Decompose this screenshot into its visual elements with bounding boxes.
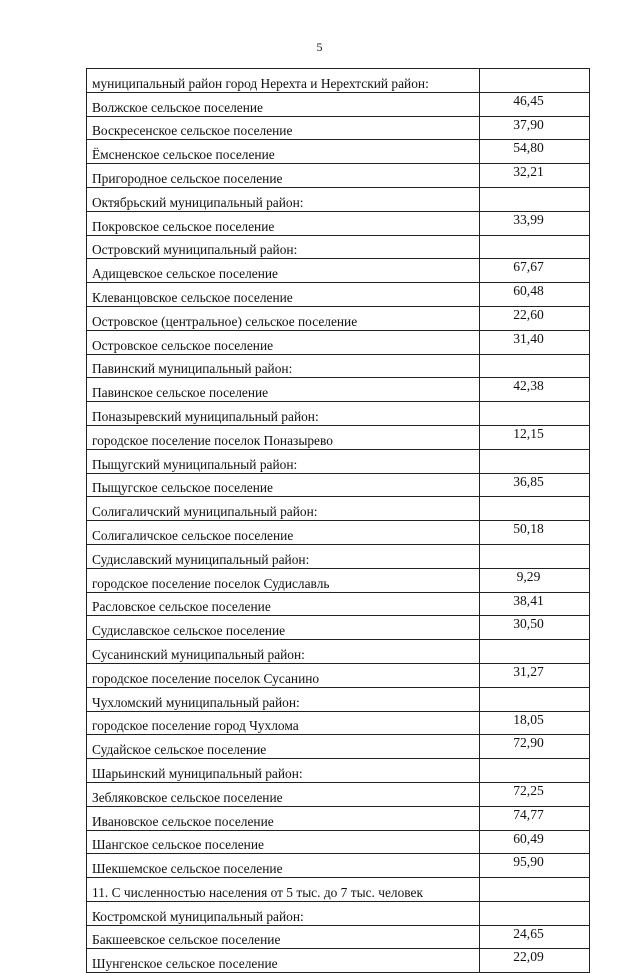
- settlement-table-body: [87, 69, 590, 973]
- table-row: [87, 473, 590, 497]
- value-cell: [480, 544, 590, 568]
- table-row: [87, 687, 590, 711]
- value-cell: [480, 235, 590, 259]
- settlement-name-cell: городское поселение поселок Судиславль: [87, 568, 480, 592]
- settlement-name-cell: Павинский муниципальный район:: [87, 354, 480, 378]
- settlement-name-cell: Островское сельское поселение: [87, 330, 480, 354]
- value-cell: [480, 497, 590, 521]
- value-cell: [480, 759, 590, 783]
- settlement-name-cell: городское поселение поселок Поназырево: [87, 425, 480, 449]
- settlement-name-cell: Солигаличский муниципальный район:: [87, 497, 480, 521]
- value-cell: [480, 187, 590, 211]
- settlement-name-cell: Октябрьский муниципальный район:: [87, 187, 480, 211]
- value-cell: 74,77: [480, 806, 590, 830]
- table-row: [87, 616, 590, 640]
- table-row: [87, 640, 590, 664]
- value-cell: 42,38: [480, 378, 590, 402]
- value-cell: 60,49: [480, 830, 590, 854]
- settlement-name-cell: Шангское сельское поселение: [87, 830, 480, 854]
- table-row: [87, 521, 590, 545]
- table-row: [87, 425, 590, 449]
- table-row: [87, 806, 590, 830]
- value-cell: [480, 640, 590, 664]
- table-row: [87, 187, 590, 211]
- value-cell: 60,48: [480, 283, 590, 307]
- value-cell: 30,50: [480, 616, 590, 640]
- settlement-name-cell: Ёмсненское сельское поселение: [87, 140, 480, 164]
- value-cell: 95,90: [480, 854, 590, 878]
- table-row: [87, 854, 590, 878]
- settlement-name-cell: муниципальный район город Нерехта и Нерехтский район:: [87, 69, 480, 93]
- table-row: [87, 354, 590, 378]
- table-row: [87, 878, 590, 902]
- table-row: [87, 925, 590, 949]
- value-cell: 50,18: [480, 521, 590, 545]
- settlement-name-cell: Островский муниципальный район:: [87, 235, 480, 259]
- value-cell: 12,15: [480, 425, 590, 449]
- settlement-name-cell: Солигаличское сельское поселение: [87, 521, 480, 545]
- settlement-name-cell: Пыщугский муниципальный район:: [87, 449, 480, 473]
- settlement-name-cell: Бакшеевское сельское поселение: [87, 925, 480, 949]
- table-row: [87, 259, 590, 283]
- value-cell: [480, 687, 590, 711]
- settlement-name-cell: Судиславский муниципальный район:: [87, 544, 480, 568]
- settlement-name-cell: Клеванцовское сельское поселение: [87, 283, 480, 307]
- table-row: [87, 330, 590, 354]
- settlement-name-cell: Судайское сельское поселение: [87, 735, 480, 759]
- table-row: [87, 116, 590, 140]
- settlement-name-cell: городское поселение город Чухлома: [87, 711, 480, 735]
- table-row: [87, 592, 590, 616]
- value-cell: 67,67: [480, 259, 590, 283]
- settlement-table-container: [86, 68, 589, 973]
- table-row: [87, 92, 590, 116]
- settlement-name-cell: Шарьинский муниципальный район:: [87, 759, 480, 783]
- value-cell: 24,65: [480, 925, 590, 949]
- table-row: [87, 449, 590, 473]
- value-cell: 72,25: [480, 782, 590, 806]
- settlement-name-cell: Расловское сельское поселение: [87, 592, 480, 616]
- value-cell: 38,41: [480, 592, 590, 616]
- settlement-name-cell: Адищевское сельское поселение: [87, 259, 480, 283]
- table-row: [87, 69, 590, 93]
- table-row: [87, 306, 590, 330]
- value-cell: 32,21: [480, 164, 590, 188]
- settlement-name-cell: Поназыревский муниципальный район:: [87, 402, 480, 426]
- table-row: [87, 830, 590, 854]
- settlement-name-cell: Чухломский муниципальный район:: [87, 687, 480, 711]
- settlement-name-cell: Шунгенское сельское поселение: [87, 949, 480, 973]
- value-cell: 31,27: [480, 663, 590, 687]
- value-cell: [480, 354, 590, 378]
- table-row: [87, 568, 590, 592]
- settlement-name-cell: 11. С численностью населения от 5 тыс. до 7 тыс. человек: [87, 878, 480, 902]
- value-cell: 22,09: [480, 949, 590, 973]
- settlement-name-cell: Ивановское сельское поселение: [87, 806, 480, 830]
- value-cell: [480, 449, 590, 473]
- value-cell: [480, 402, 590, 426]
- settlement-name-cell: Воскресенское сельское поселение: [87, 116, 480, 140]
- value-cell: 31,40: [480, 330, 590, 354]
- settlement-name-cell: Покровское сельское поселение: [87, 211, 480, 235]
- value-cell: 46,45: [480, 92, 590, 116]
- table-row: [87, 164, 590, 188]
- value-cell: 22,60: [480, 306, 590, 330]
- table-row: [87, 735, 590, 759]
- table-row: [87, 759, 590, 783]
- settlement-name-cell: Сусанинский муниципальный район:: [87, 640, 480, 664]
- value-cell: 18,05: [480, 711, 590, 735]
- table-row: [87, 711, 590, 735]
- table-row: [87, 544, 590, 568]
- table-row: [87, 235, 590, 259]
- table-row: [87, 949, 590, 973]
- settlement-table: [86, 68, 590, 973]
- table-row: [87, 140, 590, 164]
- value-cell: 9,29: [480, 568, 590, 592]
- value-cell: 33,99: [480, 211, 590, 235]
- table-row: [87, 402, 590, 426]
- table-row: [87, 211, 590, 235]
- table-row: [87, 378, 590, 402]
- value-cell: 54,80: [480, 140, 590, 164]
- table-row: [87, 782, 590, 806]
- value-cell: [480, 69, 590, 93]
- settlement-name-cell: Павинское сельское поселение: [87, 378, 480, 402]
- table-row: [87, 283, 590, 307]
- settlement-name-cell: Судиславское сельское поселение: [87, 616, 480, 640]
- table-row: [87, 663, 590, 687]
- settlement-name-cell: городское поселение поселок Сусанино: [87, 663, 480, 687]
- value-cell: [480, 878, 590, 902]
- page-number: 5: [316, 40, 323, 54]
- settlement-name-cell: Волжское сельское поселение: [87, 92, 480, 116]
- table-row: [87, 497, 590, 521]
- value-cell: 37,90: [480, 116, 590, 140]
- settlement-name-cell: Зебляковское сельское поселение: [87, 782, 480, 806]
- settlement-name-cell: Шекшемское сельское поселение: [87, 854, 480, 878]
- settlement-name-cell: Костромской муниципальный район:: [87, 901, 480, 925]
- settlement-name-cell: Пригородное сельское поселение: [87, 164, 480, 188]
- settlement-name-cell: Островское (центральное) сельское поселение: [87, 306, 480, 330]
- value-cell: 72,90: [480, 735, 590, 759]
- settlement-name-cell: Пыщугское сельское поселение: [87, 473, 480, 497]
- value-cell: 36,85: [480, 473, 590, 497]
